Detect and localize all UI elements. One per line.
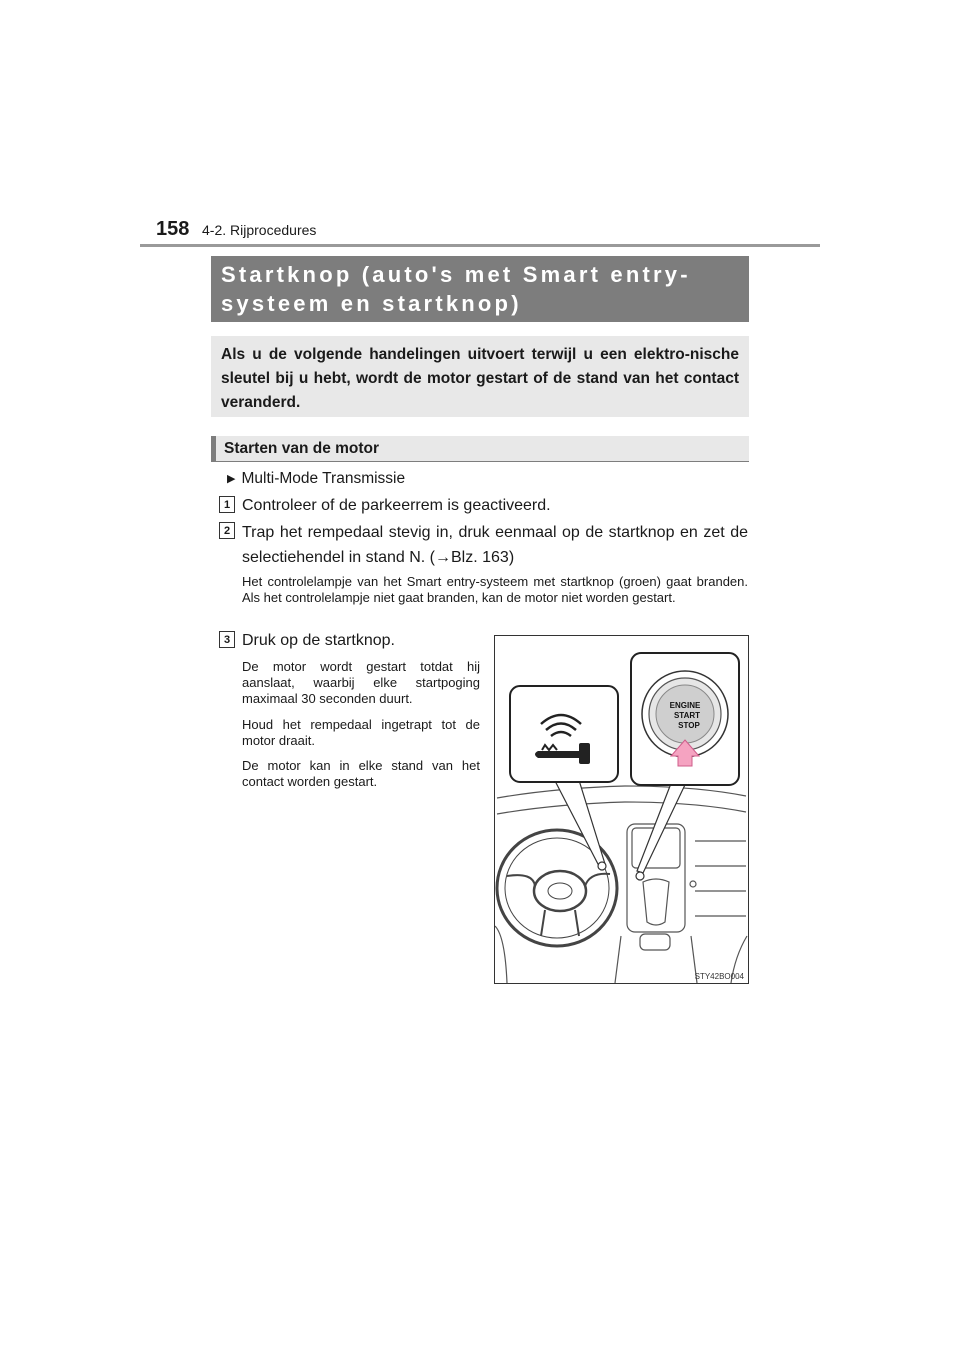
bullet-item	[227, 469, 405, 489]
step-1-badge: 1	[219, 496, 235, 513]
dashboard-svg	[495, 636, 748, 983]
step-3-note-3: De motor kan in elke stand van het contact worden gestart.	[242, 758, 480, 789]
bullet-text: Multi-Mode Transmissie	[241, 470, 406, 487]
step-2-text: Trap het rempedaal stevig in, druk eenmaal op de startknop en zet de selectiehendel in stand N. (→Blz. 163)	[242, 524, 748, 566]
header-rule	[140, 244, 820, 247]
chapter-reference: 4-2. Rijprocedures	[202, 222, 317, 238]
button-label-stop: STOP	[678, 721, 700, 730]
button-label-start: START	[673, 711, 701, 720]
section-title: Startknop (auto's met Smart entry-systeem en startknop)	[211, 256, 749, 322]
step-2-note: Het controlelampje van het Smart entry-systeem met startknop (groen) gaat branden. Als het controlelampje niet gaat branden, kan de motor niet worden gestart.	[242, 574, 748, 605]
step-3-note-1: De motor wordt gestart totdat hij aanslaat, waarbij elke startpoging maximaal 30 seconden duurt.	[242, 659, 480, 706]
intro-box: Als u de volgende handelingen uitvoert terwijl u een elektro-nische sleutel bij u hebt, wordt de motor gestart of de stand van het contact veranderd.	[211, 336, 749, 417]
step-3-note-2: Houd het rempedaal ingetrapt tot de motor draait.	[242, 717, 480, 748]
step-3-badge: 3	[219, 631, 235, 648]
triangle-bullet-icon: ▶	[227, 473, 236, 485]
subsection-title: Starten van de motor	[211, 436, 749, 462]
step-3-text: Druk op de startknop.	[242, 632, 395, 649]
page-number: 158	[156, 218, 190, 240]
button-label-engine: ENGINE	[669, 701, 701, 710]
figure-code: STY42BO004	[694, 972, 744, 981]
step-1-text: Controleer of de parkeerrem is geactiveerd.	[242, 497, 551, 514]
dashboard-illustration	[494, 635, 749, 984]
step-2-badge: 2	[219, 522, 235, 539]
